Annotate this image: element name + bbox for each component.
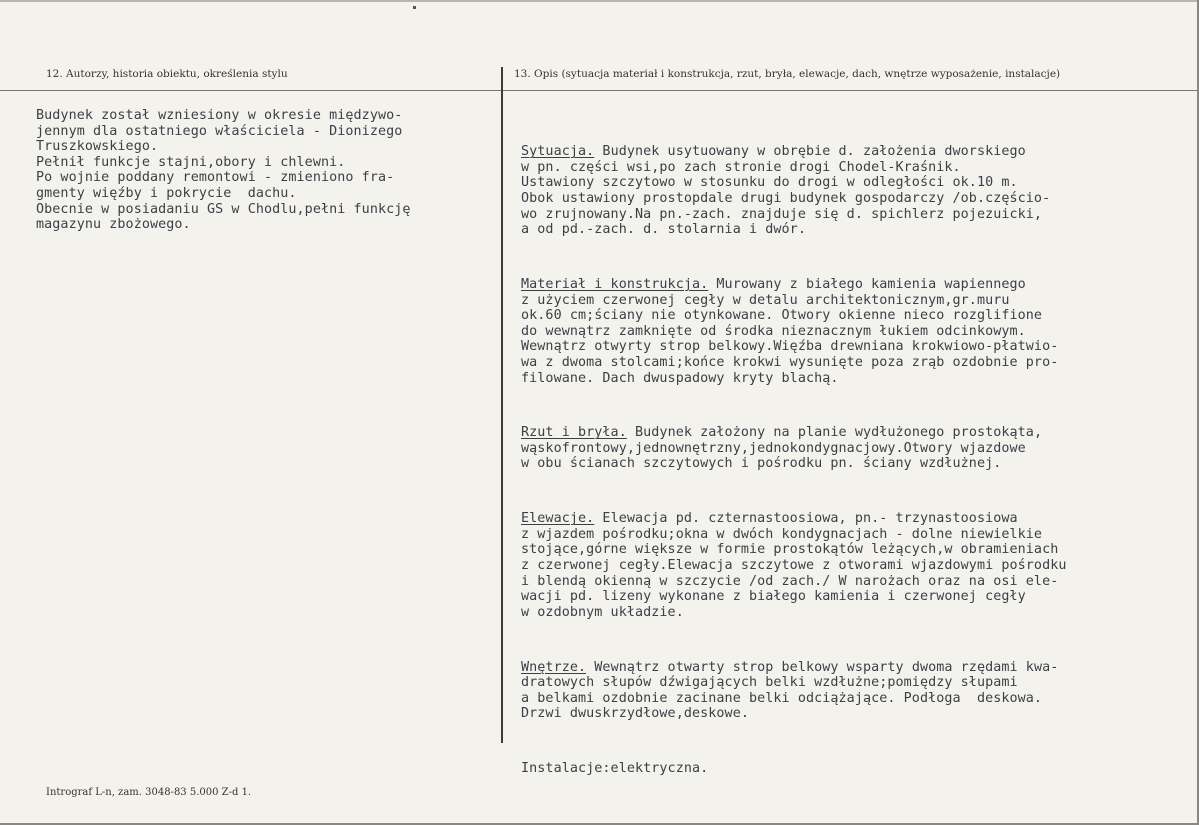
section-title: Elewacje. [521, 511, 595, 527]
section-interior [521, 660, 1067, 722]
history-text: Budynek został wzniesiony w okresie międzywo- jennym dla ostatniego właściciela - Dionizego Truszkowskiego. Pełnił funkcje stajni,obory i chlewni. Po wojnie poddany remontowi - zmieniono fra- gmenty więźby i pokrycie dachu. Obecnie w posiadaniu GS w Chodlu,pełni funkcję magazynu zbożowego. [36, 108, 411, 233]
section-material-construction [521, 277, 1067, 386]
section-body: Murowany z białego kamienia wapiennego z użyciem czerwonej cegły w detalu architektonicznym,gr.muru ok.60 cm;ściany nie otynkowane. Otwory okienne nieco rozglifione do wewnątrz zamknięte od środka nieznacznym łukiem odcinkowym. Wewnątrz otwyrty strop belkowy.Więźba drewniana krokwiowo-płatwio- wa z dwoma stolcami;końce krokwi wysunięte poza zrąb ozdobnie pro- filowane. Dach dwuspadowy kryty blachą. [521, 276, 1059, 386]
section-situation [521, 144, 1067, 238]
section-body: Budynek usytuowany w obrębie d. założenia dworskiego w pn. części wsi,po zach stronie drogi Chodel-Kraśnik. Ustawiony szczytowo w stosunku do drogi w odległości ok.10 m. Obok ustawiony prostopdale drugi budynek gospodarczy /ob.częścio- wo zrujnowany.Na pn.-zach. znajduje się d. spichlerz pojezuicki, a od pd.-zach. d. stolarnia i dwór. [521, 144, 1051, 238]
section-installations [521, 761, 1067, 777]
section-title: Rzut i bryła. [521, 425, 627, 441]
top-edge-line [0, 0, 1199, 2]
section-body: Wewnątrz otwarty strop belkowy wsparty dwoma rzędami kwa- dratowych słupów dźwigających belki wzdłużne;pomiędzy słupami a belkami ozdobnie zacinane belki odciążające. Podłoga deskowa. Drzwi dwuskrzydłowe,deskowe. [521, 659, 1059, 722]
section-elevations [521, 511, 1067, 620]
print-mark [413, 6, 416, 9]
section-title: Materiał i konstrukcja. [521, 276, 709, 292]
header-description: 13. Opis (sytuacja materiał i konstrukcja, rzut, bryła, elewacje, dach, wnętrze wyposażenie, instalacje) [514, 68, 1061, 80]
section-body: Elewacja pd. czternastoosiowa, pn.- trzynastoosiowa z wjazdem pośrodku;okna w dwóch kondygnacjach - dolne niewielkie stojące,górne większe w formie prostokątów leżących,w obramieniach z czerwonej cegły.Elewacja szczytowe z otworami wjazdowymi pośrodku i blendą okienną w szczycie /od zach./ W narożach oraz na osi ele- wacji pd. lizeny wykonane z białego kamienia i czerwonej cegły w ozdobnym układzie. [521, 511, 1067, 620]
header-divider [0, 90, 1199, 91]
section-title: Wnętrze. [521, 659, 587, 675]
column-divider [501, 67, 503, 743]
printer-imprint: Intrograf L-n, zam. 3048-83 5.000 Z-d 1. [46, 787, 252, 798]
section-title: Sytuacja. [521, 144, 595, 160]
section-plan-mass [521, 425, 1067, 472]
description-text [521, 113, 1067, 808]
section-body: Budynek założony na planie wydłużonego prostokąta, wąskofrontowy,jednownętrzny,jednokondygnacjowy.Otwory wjazdowe w obu ścianach szczytowych i pośrodku pn. ściany wzdłużnej. [521, 425, 1043, 472]
header-authors-history: 12. Autorzy, historia obiektu, określenia stylu [46, 68, 288, 80]
section-body: Instalacje:elektryczna. [521, 761, 709, 777]
